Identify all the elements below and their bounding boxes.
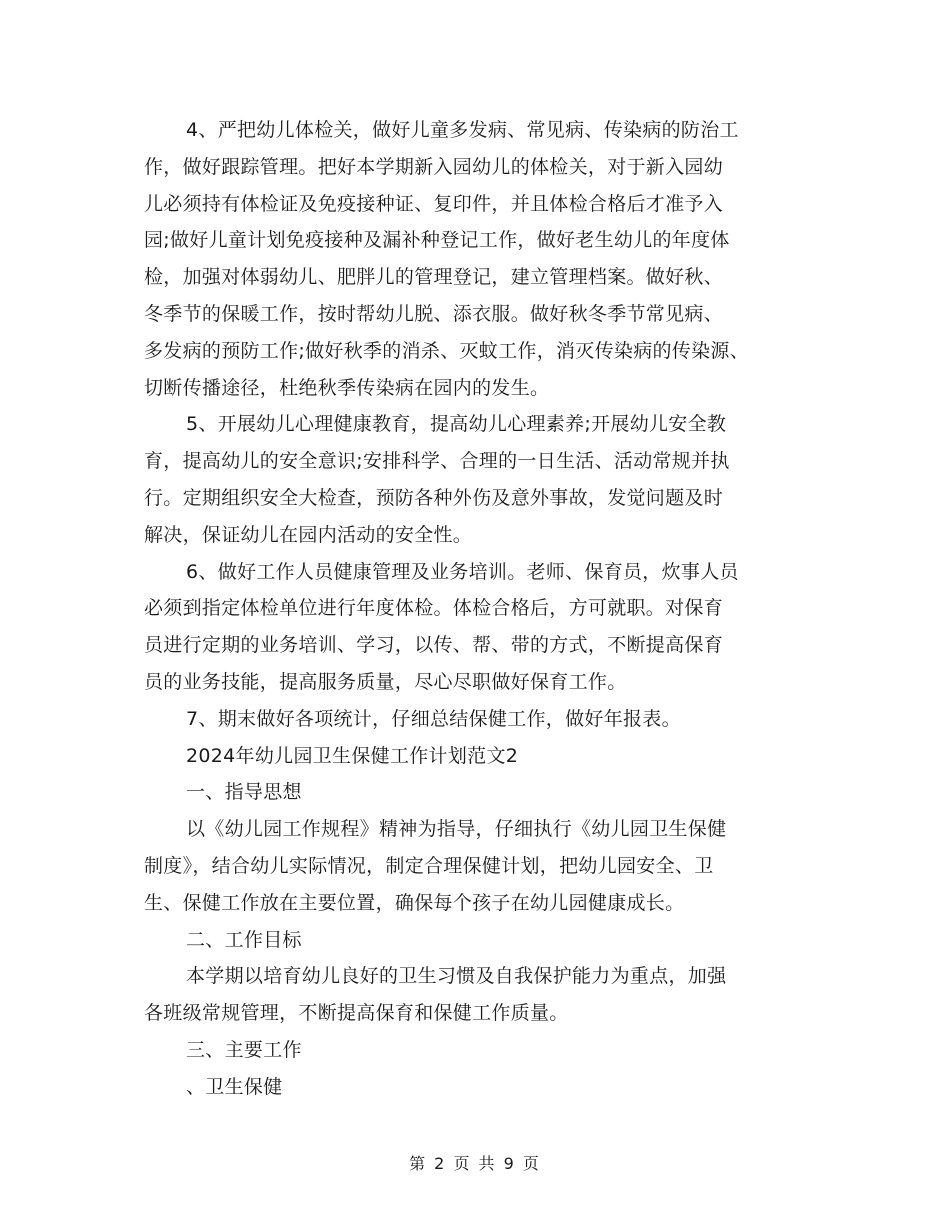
- text-line: 4、严把幼儿体检关，做好儿童多发病、常见病、传染病的防治工: [186, 119, 739, 141]
- text-line: 制度》，结合幼儿实际情况，制定合理保健计划，把幼儿园安全、卫: [144, 854, 714, 877]
- text-line: 、卫生保健: [186, 1075, 283, 1098]
- text-line: 园;做好儿童计划免疫接种及漏补种登记工作，做好老生幼儿的年度体: [144, 229, 730, 252]
- text-line: 员进行定期的业务培训、学习，以传、帮、带的方式，不断提高保育: [144, 634, 724, 657]
- text-line: 三、主要工作: [186, 1038, 302, 1061]
- text-line: 二、工作目标: [186, 928, 302, 951]
- text-line: 冬季节的保暖工作，按时帮幼儿脱、添衣服。做好秋冬季节常见病、: [144, 302, 724, 325]
- text-line: 育，提高幼儿的安全意识;安排科学、合理的一日生活、活动常规并执: [144, 450, 730, 473]
- text-line: 儿必须持有体检证及免疫接种证、复印件，并且体检合格后才准予入: [144, 192, 724, 215]
- text-line: 作，做好跟踪管理。把好本学期新入园幼儿的体检关，对于新入园幼: [144, 155, 724, 178]
- text-line: 5、开展幼儿心理健康教育，提高幼儿心理素养;开展幼儿安全教: [186, 413, 727, 436]
- page-footer: 第 2 页 共 9 页: [409, 1154, 541, 1173]
- text-line: 各班级常规管理，不断提高保育和保健工作质量。: [144, 1002, 569, 1025]
- document-body: [144, 112, 824, 1106]
- text-line: 解决，保证幼儿在园内活动的安全性。: [144, 523, 473, 546]
- text-line: 一、指导思想: [186, 781, 302, 804]
- text-line: 员的业务技能，提高服务质量，尽心尽职做好保育工作。: [144, 670, 627, 693]
- text-line: 6、做好工作人员健康管理及业务培训。老师、保育员，炊事人员: [186, 560, 739, 583]
- text-line: 本学期以培育幼儿良好的卫生习惯及自我保护能力为重点，加强: [186, 965, 727, 988]
- text-line: 检，加强对体弱幼儿、肥胖儿的管理登记，建立管理档案。做好秋、: [144, 266, 724, 289]
- text-line: 行。定期组织安全大检查，预防各种外伤及意外事故，发觉问题及时: [144, 486, 724, 509]
- text-line: 7、期末做好各项统计，仔细总结保健工作，做好年报表。: [186, 707, 681, 730]
- text-line: 2024年幼儿园卫生保健工作计划范文2: [186, 744, 519, 767]
- text-line: 多发病的预防工作;做好秋季的消杀、灭蚊工作，消灭传染病的传染源、: [144, 339, 750, 362]
- text-line: 以《幼儿园工作规程》精神为指导，仔细执行《幼儿园卫生保健: [186, 818, 727, 841]
- text-line: 生、保健工作放在主要位置，确保每个孩子在幼儿园健康成长。: [144, 891, 685, 914]
- text-line: 切断传播途径，杜绝秋季传染病在园内的发生。: [144, 376, 550, 399]
- text-line: 必须到指定体检单位进行年度体检。体检合格后，方可就职。对保育: [144, 597, 724, 620]
